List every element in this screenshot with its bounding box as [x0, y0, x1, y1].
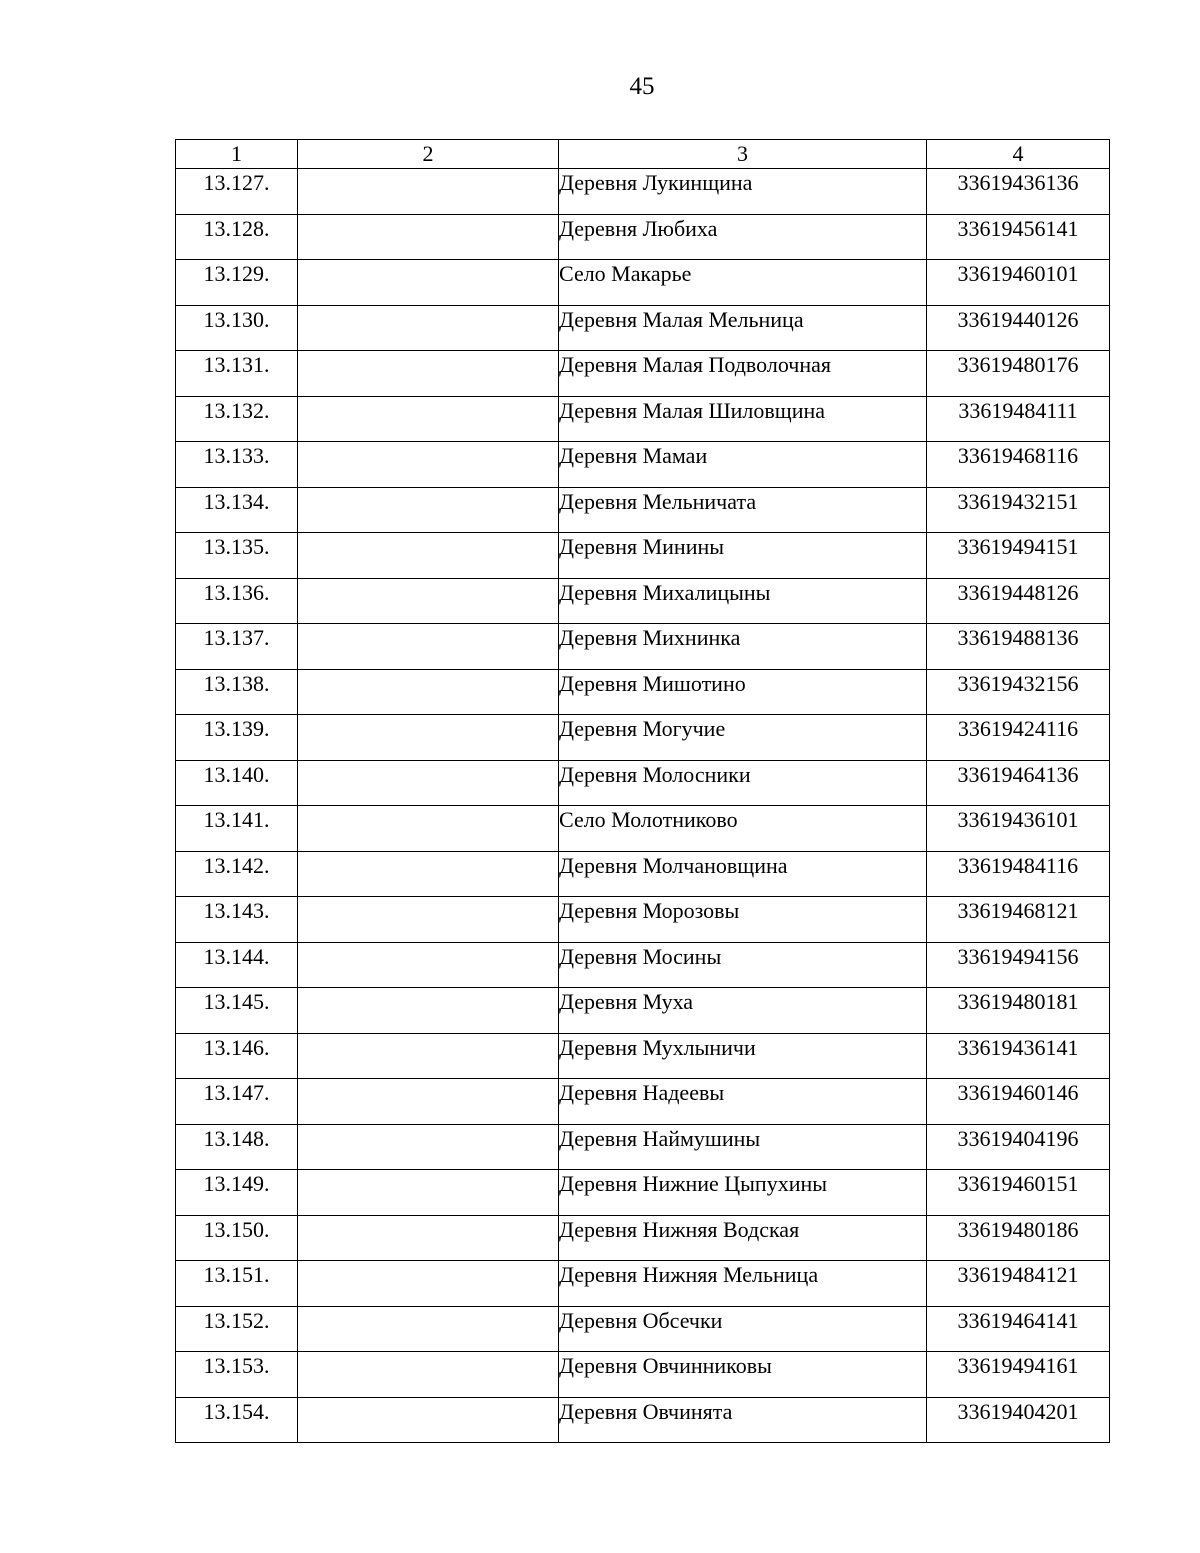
settlement-name-cell: Деревня Молосники: [559, 760, 927, 806]
row-number-cell: 13.141.: [176, 806, 298, 852]
row-number-cell: 13.152.: [176, 1306, 298, 1352]
table-row: [176, 760, 1110, 806]
table-row: [176, 396, 1110, 442]
column-2-cell: [298, 1079, 559, 1125]
settlement-name-cell: Деревня Надеевы: [559, 1079, 927, 1125]
settlement-name-cell: Деревня Минины: [559, 533, 927, 579]
column-2-cell: [298, 442, 559, 488]
settlement-name-cell: Деревня Нижняя Мельница: [559, 1261, 927, 1307]
column-2-cell: [298, 487, 559, 533]
settlement-name-cell: Деревня Молчановщина: [559, 851, 927, 897]
oktmo-code-cell: 33619436101: [927, 806, 1110, 852]
column-2-cell: [298, 351, 559, 397]
table-row: [176, 1215, 1110, 1261]
table-row: [176, 1261, 1110, 1307]
row-number-cell: 13.131.: [176, 351, 298, 397]
column-2-cell: [298, 760, 559, 806]
row-number-cell: 13.127.: [176, 169, 298, 215]
row-number-cell: 13.138.: [176, 669, 298, 715]
oktmo-code-cell: 33619460151: [927, 1170, 1110, 1216]
column-header-2: 2: [298, 140, 559, 169]
oktmo-code-cell: 33619464141: [927, 1306, 1110, 1352]
settlement-name-cell: Деревня Обсечки: [559, 1306, 927, 1352]
settlement-name-cell: Деревня Мамаи: [559, 442, 927, 488]
column-2-cell: [298, 1033, 559, 1079]
settlement-name-cell: Деревня Морозовы: [559, 897, 927, 943]
settlement-name-cell: Деревня Малая Шиловщина: [559, 396, 927, 442]
table-row: [176, 260, 1110, 306]
row-number-cell: 13.129.: [176, 260, 298, 306]
row-number-cell: 13.146.: [176, 1033, 298, 1079]
column-header-3: 3: [559, 140, 927, 169]
header-row: [176, 140, 1110, 169]
table-row: [176, 1033, 1110, 1079]
oktmo-code-cell: 33619404196: [927, 1124, 1110, 1170]
settlements-table: [175, 139, 1110, 1443]
oktmo-code-cell: 33619484121: [927, 1261, 1110, 1307]
row-number-cell: 13.153.: [176, 1352, 298, 1398]
settlement-name-cell: Деревня Мишотино: [559, 669, 927, 715]
column-2-cell: [298, 260, 559, 306]
column-2-cell: [298, 1215, 559, 1261]
row-number-cell: 13.134.: [176, 487, 298, 533]
row-number-cell: 13.148.: [176, 1124, 298, 1170]
column-2-cell: [298, 1261, 559, 1307]
row-number-cell: 13.151.: [176, 1261, 298, 1307]
column-2-cell: [298, 1124, 559, 1170]
oktmo-code-cell: 33619424116: [927, 715, 1110, 761]
row-number-cell: 13.136.: [176, 578, 298, 624]
row-number-cell: 13.147.: [176, 1079, 298, 1125]
oktmo-code-cell: 33619404201: [927, 1397, 1110, 1443]
oktmo-code-cell: 33619440126: [927, 305, 1110, 351]
oktmo-code-cell: 33619480186: [927, 1215, 1110, 1261]
oktmo-code-cell: 33619494161: [927, 1352, 1110, 1398]
table-row: [176, 624, 1110, 670]
column-header-4: 4: [927, 140, 1110, 169]
column-2-cell: [298, 942, 559, 988]
table-row: [176, 1306, 1110, 1352]
table-row: [176, 942, 1110, 988]
table-row: [176, 533, 1110, 579]
table-row: [176, 442, 1110, 488]
settlement-name-cell: Деревня Малая Мельница: [559, 305, 927, 351]
settlement-name-cell: Деревня Мухлыничи: [559, 1033, 927, 1079]
oktmo-code-cell: 33619464136: [927, 760, 1110, 806]
oktmo-code-cell: 33619432151: [927, 487, 1110, 533]
row-number-cell: 13.135.: [176, 533, 298, 579]
table-body: [176, 169, 1110, 1443]
settlement-name-cell: Деревня Могучие: [559, 715, 927, 761]
oktmo-code-cell: 33619480176: [927, 351, 1110, 397]
settlement-name-cell: Деревня Мосины: [559, 942, 927, 988]
oktmo-code-cell: 33619448126: [927, 578, 1110, 624]
settlement-name-cell: Деревня Нижние Цыпухины: [559, 1170, 927, 1216]
row-number-cell: 13.132.: [176, 396, 298, 442]
table-row: [176, 851, 1110, 897]
column-2-cell: [298, 806, 559, 852]
settlement-name-cell: Деревня Малая Подволочная: [559, 351, 927, 397]
table-row: [176, 1079, 1110, 1125]
settlement-name-cell: Деревня Нижняя Водская: [559, 1215, 927, 1261]
column-2-cell: [298, 851, 559, 897]
column-2-cell: [298, 988, 559, 1034]
settlement-name-cell: Село Молотниково: [559, 806, 927, 852]
column-2-cell: [298, 624, 559, 670]
row-number-cell: 13.144.: [176, 942, 298, 988]
settlement-name-cell: Деревня Муха: [559, 988, 927, 1034]
oktmo-code-cell: 33619484116: [927, 851, 1110, 897]
column-2-cell: [298, 669, 559, 715]
table-row: [176, 1124, 1110, 1170]
row-number-cell: 13.128.: [176, 214, 298, 260]
row-number-cell: 13.149.: [176, 1170, 298, 1216]
table-row: [176, 487, 1110, 533]
oktmo-code-cell: 33619494151: [927, 533, 1110, 579]
row-number-cell: 13.137.: [176, 624, 298, 670]
column-header-1: 1: [176, 140, 298, 169]
column-2-cell: [298, 1397, 559, 1443]
oktmo-code-cell: 33619468121: [927, 897, 1110, 943]
table-row: [176, 897, 1110, 943]
row-number-cell: 13.133.: [176, 442, 298, 488]
row-number-cell: 13.139.: [176, 715, 298, 761]
table-row: [176, 988, 1110, 1034]
table-row: [176, 715, 1110, 761]
settlement-name-cell: Деревня Овчинниковы: [559, 1352, 927, 1398]
settlement-name-cell: Деревня Михалицыны: [559, 578, 927, 624]
column-2-cell: [298, 396, 559, 442]
settlement-name-cell: Деревня Михнинка: [559, 624, 927, 670]
settlement-name-cell: Деревня Любиха: [559, 214, 927, 260]
column-2-cell: [298, 897, 559, 943]
column-2-cell: [298, 715, 559, 761]
column-2-cell: [298, 578, 559, 624]
column-2-cell: [298, 169, 559, 215]
settlement-name-cell: Село Макарье: [559, 260, 927, 306]
row-number-cell: 13.154.: [176, 1397, 298, 1443]
row-number-cell: 13.130.: [176, 305, 298, 351]
table-row: [176, 351, 1110, 397]
oktmo-code-cell: 33619436136: [927, 169, 1110, 215]
table-row: [176, 1352, 1110, 1398]
column-2-cell: [298, 1306, 559, 1352]
oktmo-code-cell: 33619432156: [927, 669, 1110, 715]
table-row: [176, 578, 1110, 624]
oktmo-code-cell: 33619436141: [927, 1033, 1110, 1079]
table-row: [176, 806, 1110, 852]
oktmo-code-cell: 33619484111: [927, 396, 1110, 442]
row-number-cell: 13.142.: [176, 851, 298, 897]
oktmo-code-cell: 33619494156: [927, 942, 1110, 988]
table-row: [176, 1170, 1110, 1216]
row-number-cell: 13.140.: [176, 760, 298, 806]
oktmo-code-cell: 33619460146: [927, 1079, 1110, 1125]
row-number-cell: 13.143.: [176, 897, 298, 943]
oktmo-code-cell: 33619460101: [927, 260, 1110, 306]
settlement-name-cell: Деревня Лукинщина: [559, 169, 927, 215]
table-row: [176, 169, 1110, 215]
column-2-cell: [298, 1170, 559, 1216]
row-number-cell: 13.150.: [176, 1215, 298, 1261]
column-2-cell: [298, 214, 559, 260]
column-2-cell: [298, 305, 559, 351]
table-row: [176, 669, 1110, 715]
oktmo-code-cell: 33619480181: [927, 988, 1110, 1034]
oktmo-code-cell: 33619456141: [927, 214, 1110, 260]
page-number: 45: [629, 73, 655, 100]
settlement-name-cell: Деревня Овчинята: [559, 1397, 927, 1443]
table-row: [176, 1397, 1110, 1443]
settlement-name-cell: Деревня Мельничата: [559, 487, 927, 533]
table-row: [176, 214, 1110, 260]
oktmo-code-cell: 33619468116: [927, 442, 1110, 488]
column-2-cell: [298, 1352, 559, 1398]
table-header: [176, 140, 1110, 169]
row-number-cell: 13.145.: [176, 988, 298, 1034]
settlement-name-cell: Деревня Наймушины: [559, 1124, 927, 1170]
column-2-cell: [298, 533, 559, 579]
table-row: [176, 305, 1110, 351]
oktmo-code-cell: 33619488136: [927, 624, 1110, 670]
